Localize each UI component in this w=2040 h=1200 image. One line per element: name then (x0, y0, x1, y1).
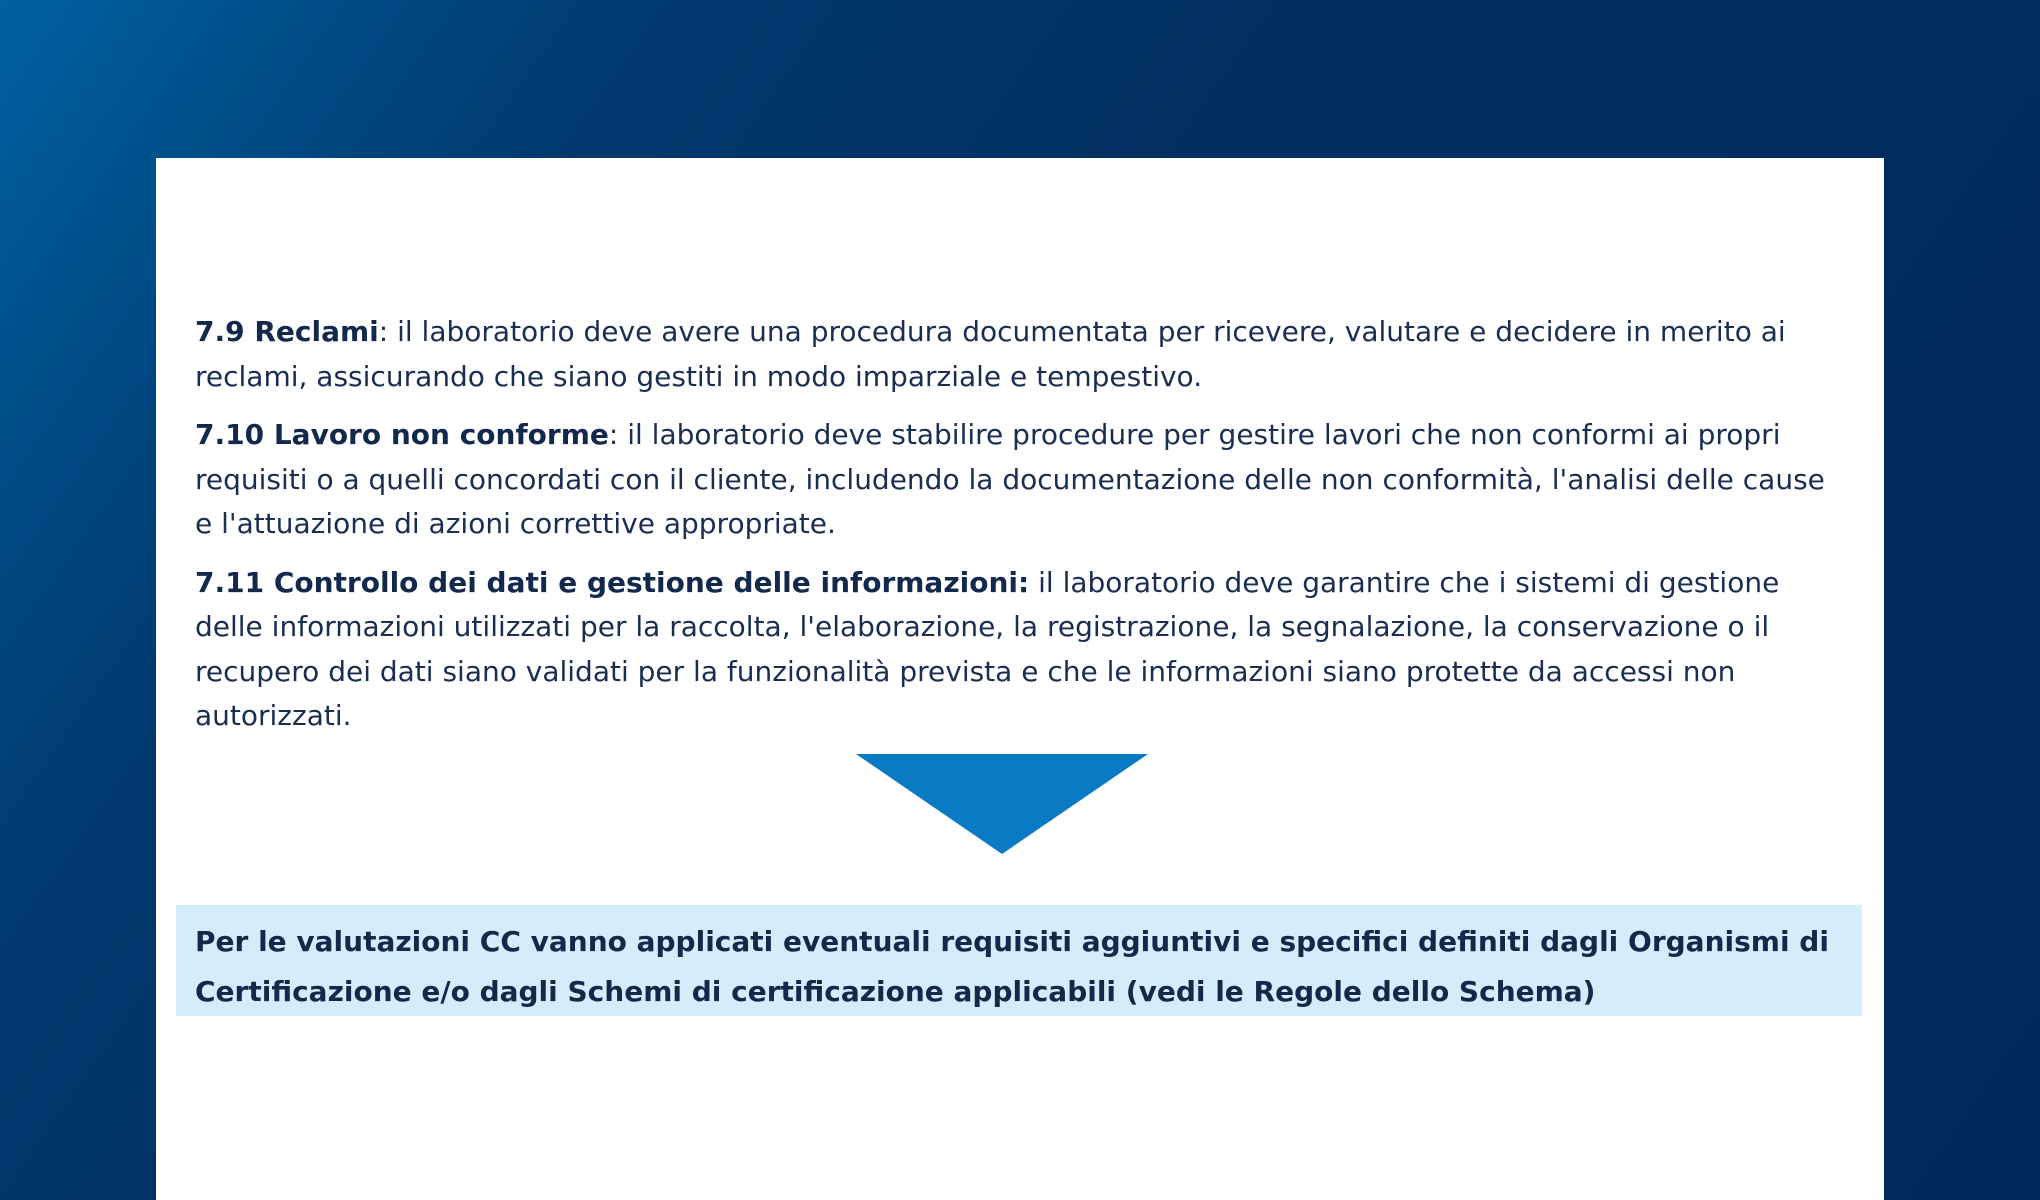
section-heading: 7.11 Controllo dei dati e gestione delle informazioni: (195, 565, 1030, 599)
section-7-9 (195, 310, 1845, 399)
section-body: il laboratorio deve garantire che i sistemi di gestione delle informazioni utilizzati per la raccolta, l'elaborazione, la registrazione, la segnalazione, la conservazione o il recupero dei dati siano validati per la funzionalità prevista e che le informazioni siano protette da accessi non autorizzati. (195, 565, 1780, 732)
down-arrow-icon (856, 754, 1148, 854)
schema-requirements-note: Per le valutazioni CC vanno applicati eventuali requisiti aggiuntivi e specifici definiti dagli Organismi di Certificazione e/o dagli Schemi di certificazione applicabili (vedi le Regole dello Schema) (176, 905, 1862, 1016)
section-body: : il laboratorio deve stabilire procedure per gestire lavori che non conformi ai propri requisiti o a quelli concordati con il cliente, includendo la documentazione delle non conformità, l'analisi delle cause e l'attuazione di azioni correttive appropriate. (195, 418, 1825, 540)
section-7-10 (195, 413, 1845, 547)
slide-card (156, 158, 1884, 1200)
requirements-text (195, 310, 1845, 753)
section-heading: 7.9 Reclami (195, 315, 379, 348)
section-body: : il laboratorio deve avere una procedura documentata per ricevere, valutare e decidere in merito ai reclami, assicurando che siano gestiti in modo imparziale e tempestivo. (195, 315, 1786, 393)
section-7-11 (195, 561, 1845, 739)
section-heading: 7.10 Lavoro non conforme (195, 418, 609, 451)
